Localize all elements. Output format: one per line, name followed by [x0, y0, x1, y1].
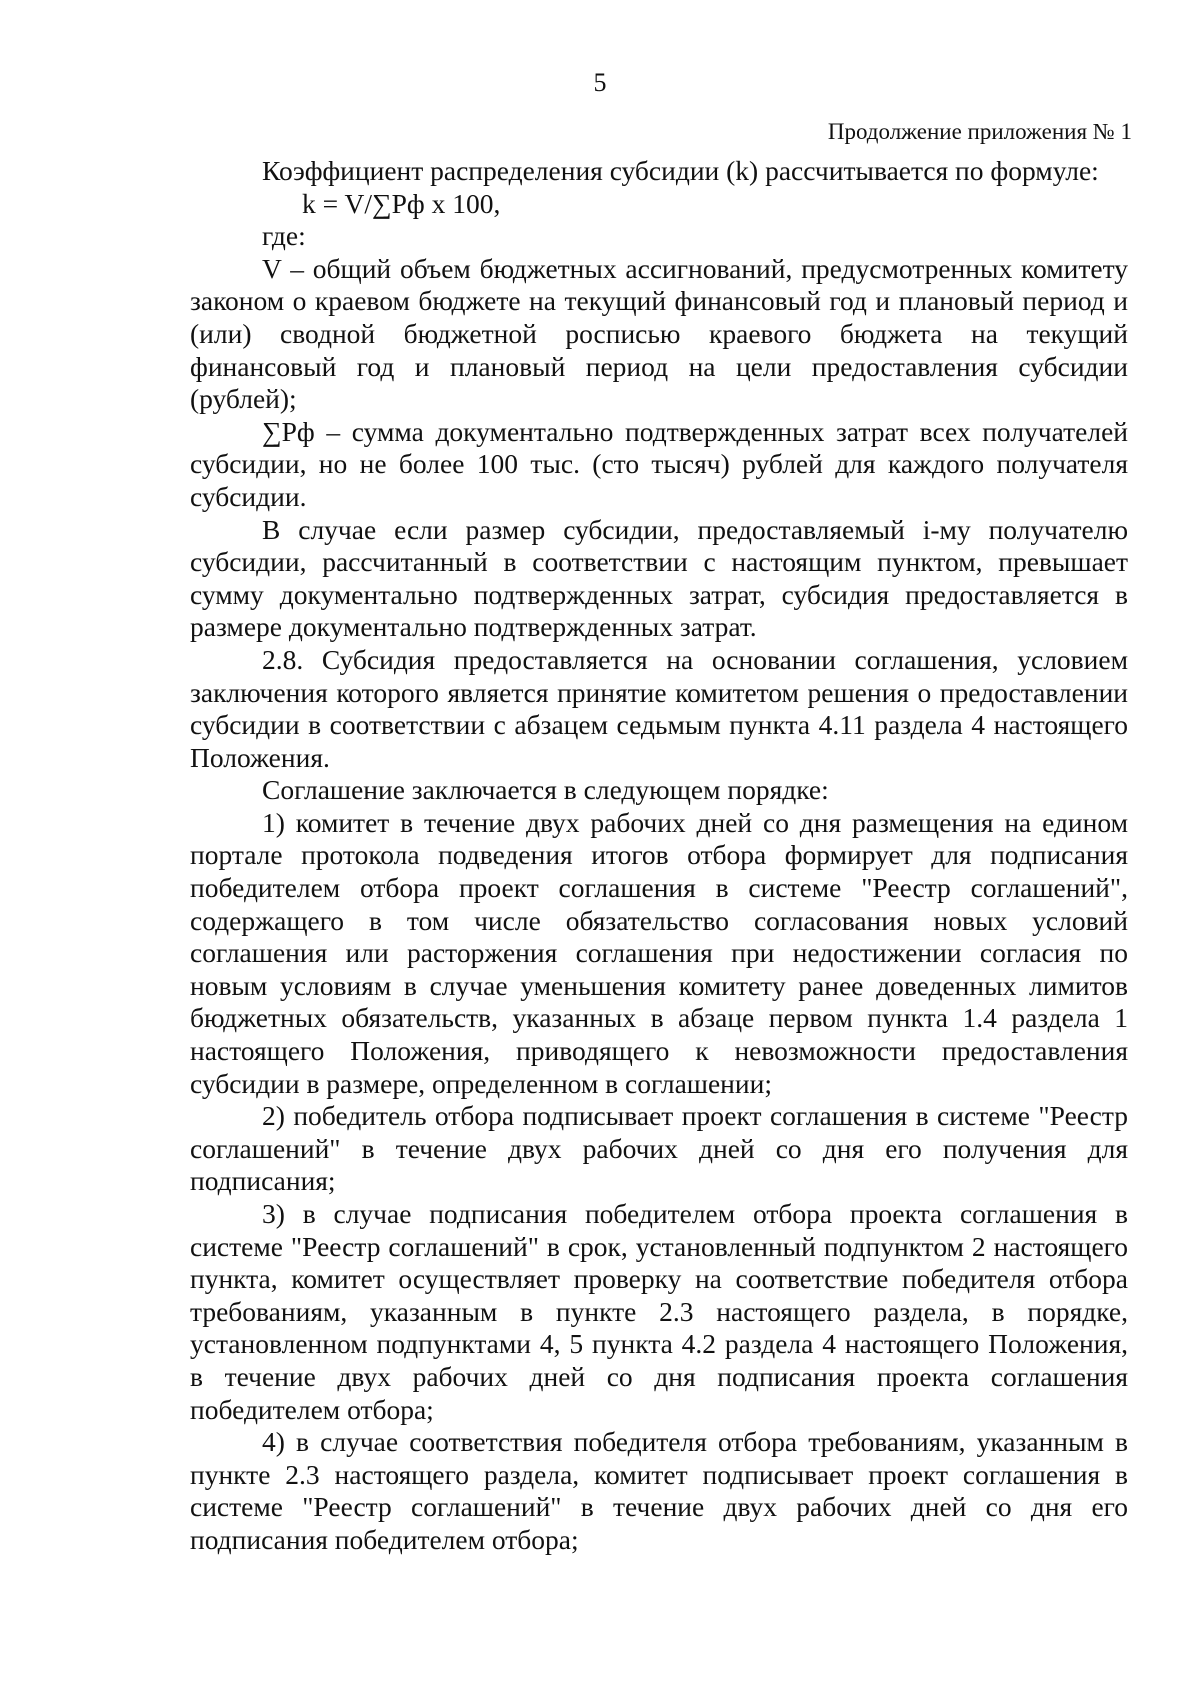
paragraph-where: где:: [262, 220, 306, 252]
appendix-continuation-label: Продолжение приложения № 1: [827, 119, 1132, 144]
paragraph-v-definition: V – общий объем бюджетных ассигнований, предусмотренных комитету законом о краевом бюджете на текущий финансовый год и плановый период и (или) сводной бюджетной росписью краевого бюджета на текущий финансовый год и плановый период на цели предоставления субсидии (рублей);: [190, 252, 1128, 415]
paragraph-2-8: 2.8. Субсидия предоставляется на основании соглашения, условием заключения которого является принятие комитетом решения о предоставлении субсидии в соответствии с абзацем седьмым пункта 4.11 раздела 4 настоящего Положения.: [190, 643, 1128, 773]
list-item-1: 1) комитет в течение двух рабочих дней со дня размещения на едином портале протокола подведения итогов отбора формирует для подписания победителем отбора проект соглашения в системе "Реестр соглашений", содержащего в том числе обязательство согласования новых условий соглашения или расторжения соглашения при недостижении согласия по новым условиям в случае уменьшения комитету ранее доведенных лимитов бюджетных обязательств, указанных в абзаце первом пункта 1.4 раздела 1 настоящего Положения, приводящего к невозможности предоставления субсидии в размере, определенном в соглашении;: [190, 806, 1128, 1099]
list-item-2: 2) победитель отбора подписывает проект соглашения в системе "Реестр соглашений" в течение двух рабочих дней со дня его получения для подписания;: [190, 1100, 1128, 1197]
document-body: [190, 155, 1128, 1557]
list-item-3: 3) в случае подписания победителем отбора проекта соглашения в системе "Реестр соглашений" в срок, установленный подпунктом 2 настоящего пункта, комитет осуществляет проверку на соответствие победителя отбора требованиям, указанным в пункте 2.3 настоящего раздела, в порядке, установленном подпунктами 4, 5 пункта 4.2 раздела 4 настоящего Положения, в течение двух рабочих дней со дня подписания проекта соглашения победителем отбора;: [190, 1198, 1128, 1425]
paragraph-coefficient-intro: Коэффициент распределения субсидии (k) рассчитывается по формуле:: [262, 155, 1099, 186]
list-item-4: 4) в случае соответствия победителя отбора требованиям, указанным в пункте 2.3 настоящего раздела, комитет подписывает проект соглашения в системе "Реестр соглашений" в течение двух рабочих дней со дня его подписания победителем отбора;: [190, 1426, 1128, 1555]
paragraph-excess-case: В случае если размер субсидии, предоставляемый i-му получателю субсидии, рассчитанный в соответствии с настоящим пунктом, превышает сумму документально подтвержденных затрат, субсидия предоставляется в размере документально подтвержденных затрат.: [190, 513, 1128, 643]
paragraph-agreement-order: Соглашение заключается в следующем порядке:: [262, 774, 829, 806]
paragraph-sum-definition: ∑Pф – сумма документально подтвержденных затрат всех получателей субсидии, но не более 100 тыс. (сто тысяч) рублей для каждого получателя субсидии.: [190, 415, 1128, 512]
page-number: 5: [593, 68, 607, 97]
formula: k = V/∑Pф х 100,: [302, 187, 501, 219]
